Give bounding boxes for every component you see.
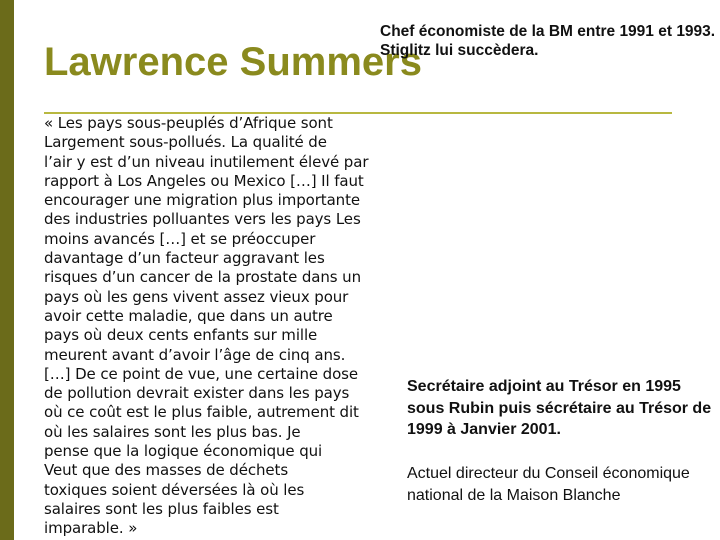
top-note: Chef économiste de la BM entre 1991 et 1993. Stiglitz lui succèdera. [380,23,716,59]
bio-nec: Actuel directeur du Conseil économique national de la Maison Blanche [407,465,690,504]
left-accent-bar [0,0,14,540]
slide-title: Lawrence Summers [44,40,422,84]
quote-text: « Les pays sous-peuplés d’Afrique sont Largement sous-pollués. La qualité de l’air y est d’un niveau inutilement élevé par rapport à Los Angeles ou Mexico […] Il faut encourager une migration plus importante des industries polluantes vers les pays Les moins avancés […] et se préoccuper davantage d’un facteur aggravant les risques d’un cancer de la prostate dans un pays où les gens vivent assez vieux pour avoir cette maladie, que dans un autre pays où deux cents enfants sur mille meurent avant d’avoir l’âge de cinq ans. […] De ce point de vue, une certaine dose de pollution devrait exister dans les pays où ce coût est le plus faible, autrement dit où les salaires sont les plus bas. Je pense que la logique économique qui Veut que des masses de déchets toxiques soient déversées là où les salaires sont les plus faibles est imparable. » [44,114,369,538]
bio-treasury: Secrétaire adjoint au Trésor en 1995 sous Rubin puis sécrétaire au Trésor de 1999 à Janvier 2001. [407,378,712,438]
